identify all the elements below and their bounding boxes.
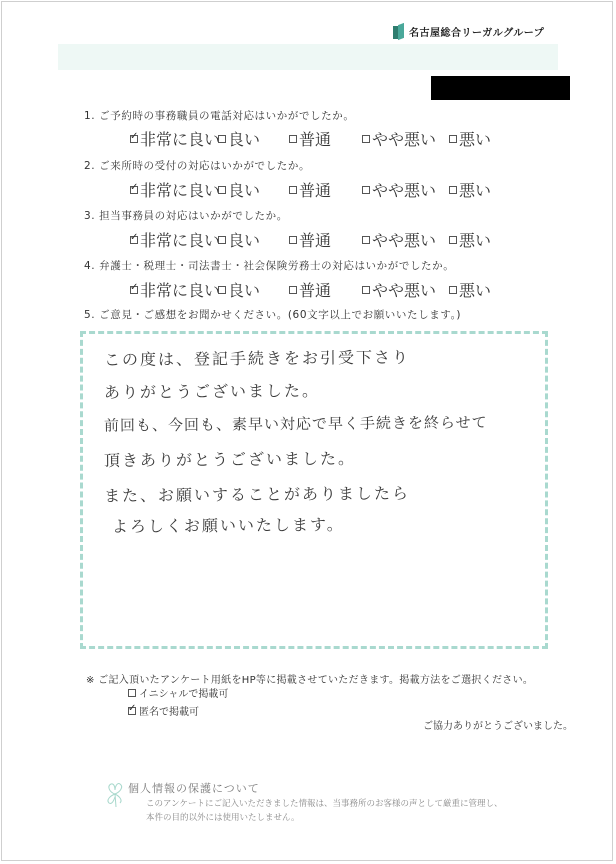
checkbox-icon [449,236,457,244]
q2-option-3[interactable]: 普通 [289,178,331,201]
checkbox-icon [218,186,226,194]
checkbox-icon [218,135,226,143]
q2-option-1[interactable]: ✓ 非常に良い [130,178,220,201]
comment-line: 前回も、今回も、素早い対応で早く手続きを終らせて [103,413,488,435]
logo-text: 名古屋総合リーガルグループ [409,28,545,39]
question-1: 1. ご予約時の事務職員の電話対応はいかがでしたか。 [84,110,355,122]
checkbox-checked-icon [130,236,138,244]
checkbox-icon [362,186,370,194]
q1-option-4[interactable]: やや悪い [362,127,436,150]
checkbox-checked-icon [128,707,136,715]
checkbox-icon [449,186,457,194]
checkbox-icon [289,135,297,143]
checkbox-icon [362,135,370,143]
q1-option-5[interactable]: 悪い [449,127,491,150]
brand-logo [393,24,544,39]
publication-note: ※ ご記入頂いたアンケート用紙をHP等に掲載させていただきます。掲載方法をご選択ください。 [86,675,534,686]
checkbox-icon [449,135,457,143]
q1-option-2[interactable]: 良い [218,127,260,150]
thanks-text: ご協力ありがとうございました。 [423,721,573,732]
q3-option-5[interactable]: 悪い [449,228,491,251]
q3-option-2[interactable]: 良い [218,228,260,251]
header-banner [58,44,558,70]
q4-option-5[interactable]: 悪い [449,278,491,301]
checkbox-checked-icon [130,186,138,194]
q1-option-1[interactable]: ✓ 非常に良い [130,127,220,150]
q4-option-2[interactable]: 良い [218,278,260,301]
q3-option-4[interactable]: やや悪い [362,228,436,251]
q3-option-1[interactable]: ✓ 非常に良い [130,228,220,251]
checkbox-checked-icon [130,135,138,143]
redaction-box [431,76,570,100]
checkbox-checked-icon [130,286,138,294]
q2-option-5[interactable]: 悪い [449,178,491,201]
q1-option-3[interactable]: 普通 [289,127,331,150]
question-2: 2. ご来所時の受付の対応はいかがでしたか。 [84,160,311,172]
q4-option-4[interactable]: やや悪い [362,278,436,301]
comment-line: 頂きありがとうございました。 [103,448,357,471]
publication-option-initial[interactable]: イニシャルで掲載可 [128,685,228,700]
question-4: 4. 弁護士・税理士・司法書士・社会保険労務士の対応はいかがでしたか。 [84,260,455,272]
privacy-line: このアンケートにご記入いただきました情報は、当事務所のお客様の声として厳重に管理し、 [146,799,503,809]
q4-option-3[interactable]: 普通 [289,278,331,301]
comment-line: ありがとうございました。 [103,381,321,402]
checkbox-icon [289,286,297,294]
privacy-body [146,797,503,825]
q3-option-3[interactable]: 普通 [289,228,331,251]
checkbox-icon [218,286,226,294]
question-5: 5. ご意見・ご感想をお聞かせください。(60文字以上でお願いいたします。) [84,309,462,321]
checkbox-icon [362,236,370,244]
checkbox-icon [289,186,297,194]
question-3: 3. 担当事務員の対応はいかがでしたか。 [84,210,288,222]
q2-option-2[interactable]: 良い [218,178,260,201]
q2-option-4[interactable]: やや悪い [362,178,436,201]
logo-mark-icon [393,24,405,39]
q4-option-1[interactable]: ✓ 非常に良い [130,278,220,301]
checkbox-icon [362,286,370,294]
comment-line: また、お願いすることがありましたら [103,483,411,506]
clover-icon [101,778,129,808]
checkbox-icon [289,236,297,244]
publication-option-anonymous[interactable]: ✓ 匿名で掲載可 [128,703,199,718]
privacy-title: 個人情報の保護について [128,782,260,795]
checkbox-icon [128,689,136,697]
checkbox-icon [449,286,457,294]
privacy-line: 本件の目的以外には使用いたしません。 [146,813,300,823]
checkbox-icon [218,236,226,244]
comment-line: よろしくお願いいたします。 [111,514,345,537]
comment-line: この度は、登記手続きをお引受下さり [103,347,411,370]
